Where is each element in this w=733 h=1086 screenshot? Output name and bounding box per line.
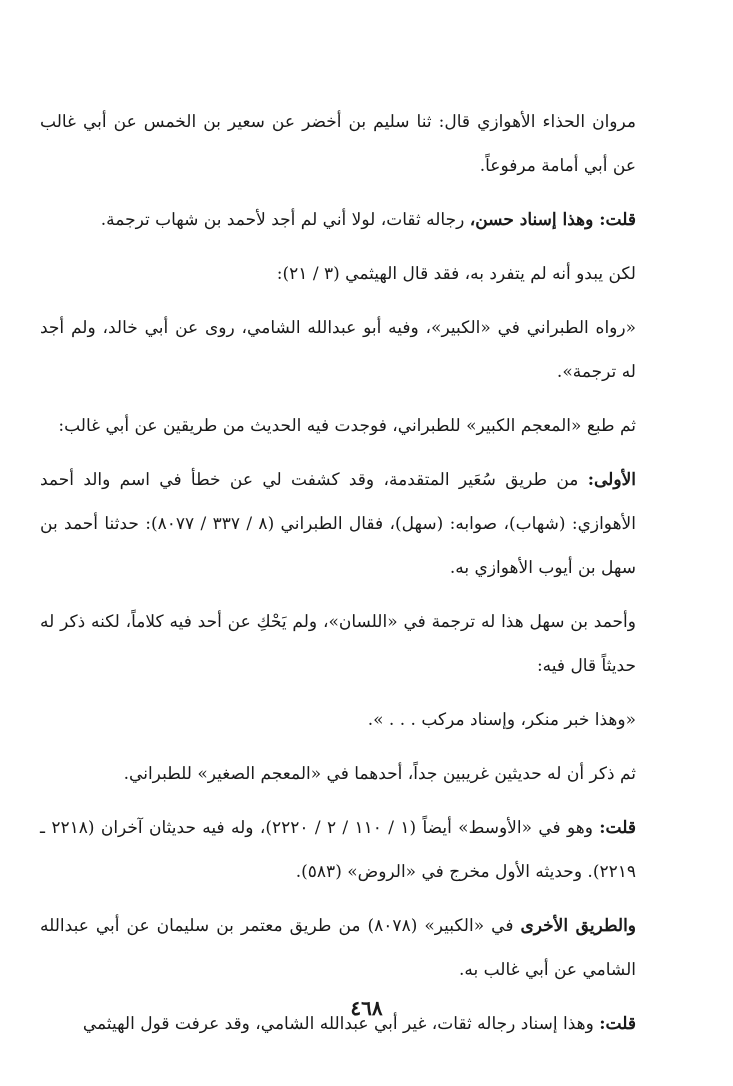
paragraph-text: وهو في «الأوسط» أيضاً (١ / ١١٠ / ٢ / ٢٢٢٠)، وله فيه حديثان آخران (٢٢١٨ ـ ٢٢١٩). وحديثه الأول مخرج في «الروض» (٥٨٣). [40,818,636,882]
paragraph-text: ثم ذكر أن له حديثين غريبين جداً، أحدهما في «المعجم الصغير» للطبراني. [123,764,636,784]
paragraph-text: من طريق سُعَير المتقدمة، وقد كشفت لي عن خطأ في اسم والد أحمد الأهوازي: (شهاب)، صوابه: (سهل)، فقال الطبراني (٨ / ٣٣٧ / ٨٠٧٧): حدثنا أحمد بن سهل بن أيوب الأهوازي به. [40,470,636,578]
paragraph-lead: الأولى: [587,470,636,490]
paragraph-text: في «الكبير» (٨٠٧٨) من طريق معتمر بن سليمان عن أبي عبدالله الشامي عن أبي غالب به. [40,916,636,980]
paragraph-8 [40,698,636,742]
paragraph-lead: قلت: [599,818,636,838]
page-body [40,100,636,1056]
paragraph-text: رجاله ثقات، لولا أني لم أجد لأحمد بن شهاب ترجمة. [100,210,470,230]
paragraph-4 [40,306,636,394]
paragraph-6 [40,458,636,590]
paragraph-lead: قلت: [599,1014,636,1034]
paragraph-10 [40,806,636,894]
paragraph-5 [40,404,636,448]
paragraph-text: «وهذا خبر منكر، وإسناد مركب . . . ». [367,710,636,730]
paragraph-lead: والطريق الأخرى [520,916,636,936]
paragraph-text: وأحمد بن سهل هذا له ترجمة في «اللسان»، ولم يَحْكِ عن أحد فيه كلاماً، لكنه ذكر له حديثاً قال فيه: [40,612,636,676]
paragraph-text: وهذا إسناد رجاله ثقات، غير أبي عبدالله الشامي، وقد عرفت قول الهيثمي [82,1014,600,1034]
paragraph-lead: قلت: وهذا إسناد حسن، [469,210,636,230]
paragraph-7 [40,600,636,688]
paragraph-9 [40,752,636,796]
paragraph-2 [40,198,636,242]
paragraph-1 [40,100,636,188]
paragraph-11 [40,904,636,992]
paragraph-text: «رواه الطبراني في «الكبير»، وفيه أبو عبدالله الشامي، روى عن أبي خالد، ولم أجد له ترجمة». [40,318,636,382]
paragraph-text: لكن يبدو أنه لم يتفرد به، فقد قال الهيثمي (٣ / ٢١): [276,264,636,284]
paragraph-3 [40,252,636,296]
paragraph-text: ثم طبع «المعجم الكبير» للطبراني، فوجدت فيه الحديث من طريقين عن أبي غالب: [58,416,636,436]
paragraph-text: مروان الحذاء الأهوازي قال: ثنا سليم بن أخضر عن سعير بن الخمس عن أبي غالب عن أبي أمامة مرفوعاً. [40,112,636,176]
page-number: ٤٦٨ [350,996,383,1020]
